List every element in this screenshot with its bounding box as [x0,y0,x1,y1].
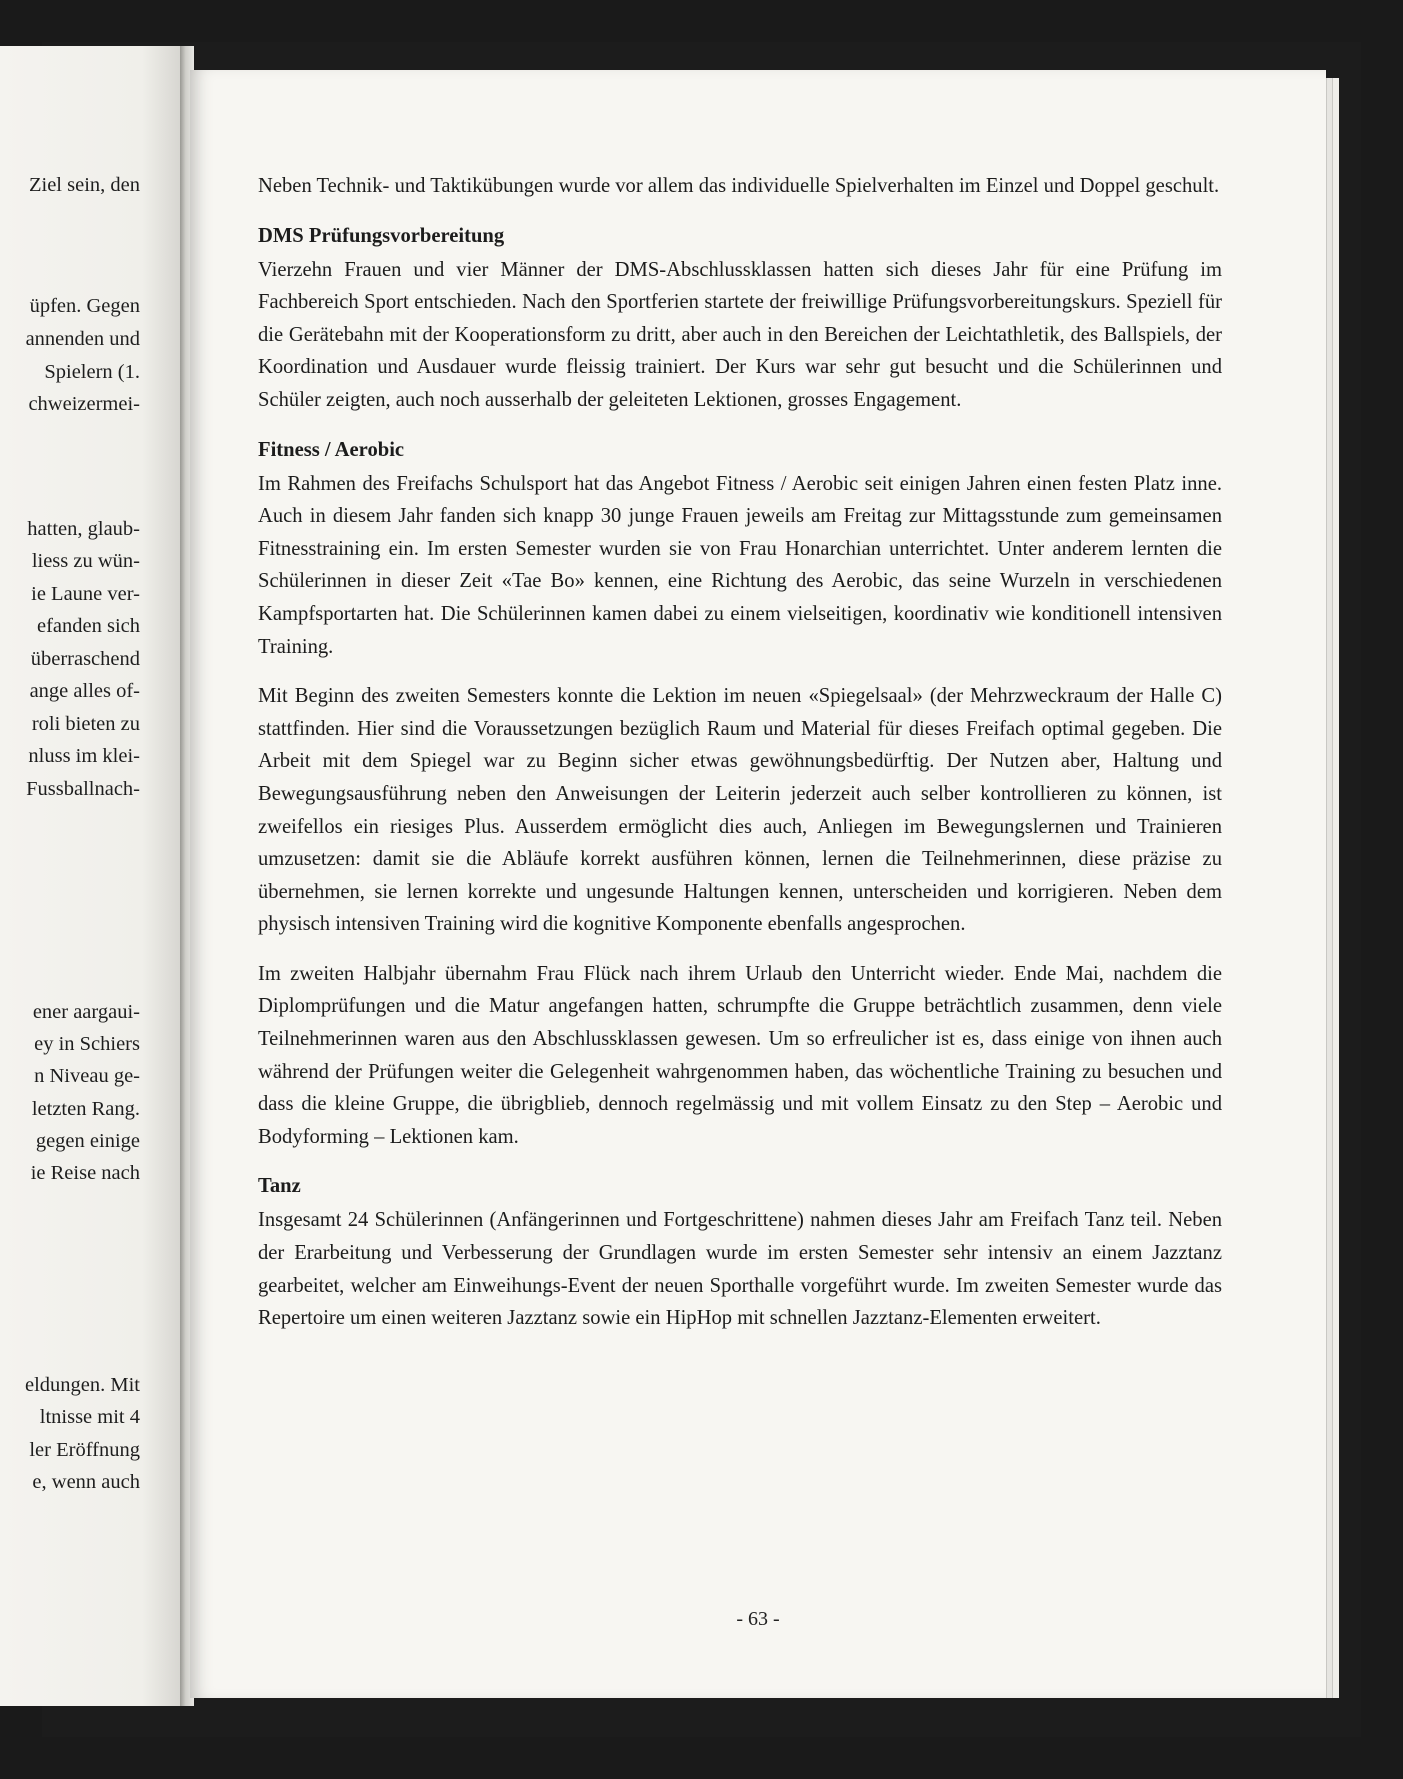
left-page-line: üpfen. Gegen [29,295,140,317]
left-page-line: ener aargaui- [32,1001,140,1023]
left-page-line: e, wenn auch [32,1471,140,1493]
left-page-line: chweizermei- [28,393,140,415]
left-page-line: efanden sich [36,615,140,637]
left-page-line: Spielern (1. [44,361,140,383]
fitness-paragraph-1: Im Rahmen des Freifachs Schulsport hat das Angebot Fitness / Aerobic seit einigen Jahren einen festen Platz inne. Auch in diesem Jahr fanden sich knapp 30 junge Frauen jeweils am Freitag zur Mittagsstunde zum gemeinsamen Fitnesstraining ein. Im ersten Semester wurden sie von Frau Honarchian unterrichtet. Unter anderem lernten die Schülerinnen in dieser Zeit «Tae Bo» kennen, eine Richtung des Aerobic, das seine Wurzeln in verschiedenen Kampfsportarten hat. Die Schülerinnen kamen dabei zu einem vielseitigen, koordinativ wie konditionell intensiven Training. [258,472,1222,658]
left-page-line: Ziel sein, den [28,174,140,196]
dms-paragraph: Vierzehn Frauen und vier Männer der DMS-Abschlussklassen hatten sich dieses Jahr für eine Prüfung im Fachbereich Sport entschieden. Nach den Sportferien startete der freiwillige Prüfungsvorbereitungskurs. Speziell für die Gerätebahn mit der Kooperationsform zu dritt, aber auch in den Bereichen der Leichtathletik, des Ballspiels, der Koordination und Ausdauer wurde fleissig trainiert. Der Kurs war sehr gut besucht und die Schülerinnen und Schüler zeigten, auch noch ausserhalb der geleiteten Lektionen, grosses Engagement. [258,258,1222,411]
left-page-line: ange alles of- [29,680,140,702]
left-page-line: ie Reise nach [30,1162,140,1184]
left-page-line: eldungen. Mit [24,1374,140,1396]
page-edge [1332,78,1339,1698]
left-facing-page [0,46,182,1706]
left-page-line: ltnisse mit 4 [39,1406,140,1428]
tanz-paragraph: Insgesamt 24 Schülerinnen (Anfängerinnen und Fortgeschrittene) nahmen dieses Jahr am Freifach Tanz teil. Neben der Erarbeitung und Verbesserung der Grundlagen wurde im ersten Semester sehr intensiv an einem Jazztanz gearbeitet, welcher am Einweihungs-Event der neuen Sporthalle vorgeführt wurde. Im zweiten Semester wurde das Repertoire um einen weiteren Jazztanz sowie ein HipHop mit schnellen Jazztanz-Elementen erweitert. [258,1209,1222,1330]
left-page-line: überraschend [30,648,140,670]
left-page-line: gegen einige [35,1130,140,1152]
left-page-line: Fussballnach- [26,778,140,800]
left-page-line: liess zu wün- [31,550,140,572]
section-heading-dms: DMS Prüfungsvorbereitung [258,224,505,247]
section-heading-fitness: Fitness / Aerobic [258,438,405,461]
page-number: - 63 - [736,1608,780,1630]
page-content [258,170,1222,1352]
left-page-line: letzten Rang. [31,1098,140,1120]
left-page-line: ler Eröffnung [29,1439,140,1461]
right-page [190,70,1326,1698]
section-heading-tanz: Tanz [258,1175,301,1198]
left-page-line: annenden und [25,328,140,350]
left-page-line: hatten, glaub- [27,518,140,540]
left-page-line: nluss im klei- [28,745,140,767]
intro-paragraph: Neben Technik- und Taktikübungen wurde vor allem das individuelle Spielverhalten im Einzel und Doppel geschult. [258,175,1220,197]
fitness-paragraph-3: Im zweiten Halbjahr übernahm Frau Flück nach ihrem Urlaub den Unterricht wieder. Ende Mai, nachdem die Diplomprüfungen und die Matur angefangen hatten, schrumpfte die Gruppe beträchtlich zusammen, denn viele Teilnehmerinnen waren aus den Abschlussklassen gewesen. Um so erfreulicher ist es, dass einige von ihnen auch während der Prüfungen weiter die Gelegenheit wahrgenommen haben, das wöchentliche Training zu besuchen und dass die kleine Gruppe, die übrigblieb, dennoch regelmässig und mit vollem Einsatz zu den Step – Aerobic und Bodyforming – Lektionen kam. [258,962,1222,1148]
left-page-line: n Niveau ge- [34,1065,140,1087]
left-page-line: ey in Schiers [34,1033,140,1055]
fitness-paragraph-2: Mit Beginn des zweiten Semesters konnte die Lektion im neuen «Spiegelsaal» (der Mehrzweckraum der Halle C) stattfinden. Hier sind die Voraussetzungen bezüglich Raum und Material für dieses Freifach optimal gegeben. Die Arbeit mit dem Spiegel war zu Beginn sicher etwas gewöhnungsbedürftig. Der Nutzen aber, Haltung und Bewegungsausführung neben den Anweisungen der Leiterin jederzeit auch selber kontrollieren zu können, ist zweifellos ein riesiges Plus. Ausserdem ermöglicht dies auch, Anliegen im Bewegungslernen und Trainieren umzusetzen: damit sie die Abläufe korrekt ausführen können, lernen die Teilnehmerinnen, diese präzise zu übernehmen, sie lernen korrekte und ungesunde Haltungen kennen, unterscheiden und korrigieren. Neben dem physisch intensiven Training wird die kognitive Komponente ebenfalls angesprochen. [258,685,1222,936]
left-page-line: ie Laune ver- [31,583,140,605]
left-page-line: roli bieten zu [31,713,140,735]
